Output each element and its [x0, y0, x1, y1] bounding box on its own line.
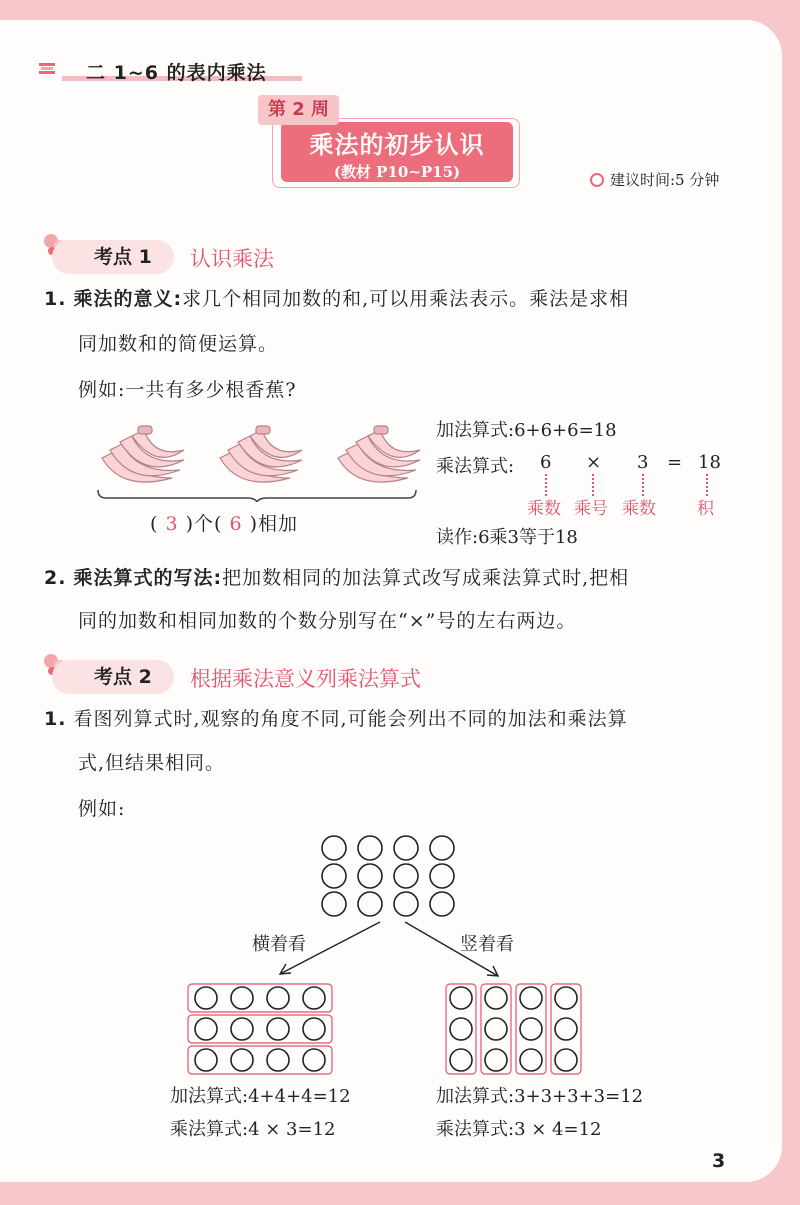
- banana-bunch-icon: [220, 426, 302, 482]
- pointer-line: [642, 474, 644, 496]
- circle-grid-top: [322, 836, 454, 916]
- s2-item1-line1: 看图列算式时,观察的角度不同,可能会列出不同的加法和乘法算: [73, 708, 628, 730]
- section-badge-2: 考点 2: [52, 660, 174, 694]
- page-number: 3: [712, 1150, 726, 1172]
- clock-icon: [590, 173, 604, 187]
- s1-item2: [44, 566, 764, 591]
- banana-count-per-group: 6: [229, 513, 243, 535]
- s1-item2-line1: 把加数相同的加法算式改写成乘法算式时,把相: [222, 567, 630, 589]
- label-sign: 乘号: [574, 499, 608, 519]
- caption-middle: )个(: [185, 513, 223, 535]
- lesson-title: 乘法的初步认识: [309, 131, 485, 159]
- vertical-view-label: 竖着看: [460, 934, 514, 955]
- label-product: 积: [697, 499, 714, 519]
- addition-formula: 加法算式:6+6+6=18: [436, 420, 617, 441]
- banana-count-groups: 3: [165, 513, 179, 535]
- s1-item2-line2: 同的加数和相同加数的个数分别写在“×”号的左右两边。: [78, 610, 577, 632]
- caption-end: )相加: [249, 513, 299, 535]
- banana-caption: [150, 512, 298, 537]
- s1-item1-keyword: 乘法的意义:: [73, 288, 183, 310]
- s1-item1: [44, 287, 764, 312]
- circle-grid-columns: [450, 987, 577, 1071]
- chapter-title: 二 1~6 的表内乘法: [86, 62, 267, 84]
- banana-groups-illustration: [92, 422, 422, 502]
- pointer-line: [545, 474, 547, 496]
- banana-bunch-icon: [102, 426, 184, 482]
- read-as: 读作:6乘3等于18: [436, 527, 578, 548]
- book-stack-icon: [38, 62, 56, 76]
- time-hint-text: 建议时间:5 分钟: [610, 171, 720, 189]
- mul-factor1: 6: [540, 452, 552, 473]
- left-addition: 加法算式:4+4+4=12: [170, 1086, 351, 1107]
- s1-item1-number: 1.: [44, 288, 67, 310]
- paren: (: [150, 513, 159, 535]
- lesson-title-box: [281, 122, 513, 182]
- s1-item2-keyword: 乘法算式的写法:: [73, 567, 223, 589]
- mul-equals: =: [667, 452, 683, 473]
- pointer-line: [706, 474, 708, 496]
- week-tag: 第 2 周: [258, 95, 339, 125]
- mul-formula-label: 乘法算式:: [436, 456, 515, 477]
- lesson-subtitle: (教材 P10~P15): [333, 163, 461, 181]
- section-title-2: 根据乘法意义列乘法算式: [190, 667, 421, 691]
- brace: [98, 490, 416, 502]
- label-factor2: 乘数: [622, 499, 656, 519]
- section-badge-1: 考点 1: [52, 240, 174, 274]
- s1-item1-line2: 同加数和的简便运算。: [78, 333, 279, 355]
- column-groups: [446, 984, 581, 1074]
- mul-result: 18: [698, 452, 721, 473]
- s1-item2-number: 2.: [44, 567, 67, 589]
- time-hint: [590, 169, 719, 190]
- circle-grid-rows: [195, 987, 325, 1071]
- right-addition: 加法算式:3+3+3+3=12: [436, 1086, 644, 1107]
- s2-item1: [44, 707, 764, 732]
- s1-item1-line1: 求几个相同加数的和,可以用乘法表示。乘法是求相: [182, 288, 630, 310]
- mul-sign: ×: [586, 452, 602, 473]
- row-groups: [188, 984, 332, 1074]
- pointer-line: [592, 474, 594, 496]
- banana-bunch-icon: [338, 426, 420, 482]
- left-multiplication: 乘法算式:4 × 3=12: [170, 1119, 336, 1140]
- section-title-1: 认识乘法: [190, 247, 274, 271]
- s2-item1-line2: 式,但结果相同。: [78, 752, 226, 774]
- s1-example-prompt: 例如:一共有多少根香蕉?: [78, 379, 297, 401]
- s2-item1-number: 1.: [44, 708, 67, 730]
- mul-factor2: 3: [637, 452, 649, 473]
- horizontal-view-label: 横着看: [252, 934, 306, 955]
- label-factor1: 乘数: [527, 499, 561, 519]
- s2-example-prompt: 例如:: [78, 798, 126, 820]
- right-multiplication: 乘法算式:3 × 4=12: [436, 1119, 602, 1140]
